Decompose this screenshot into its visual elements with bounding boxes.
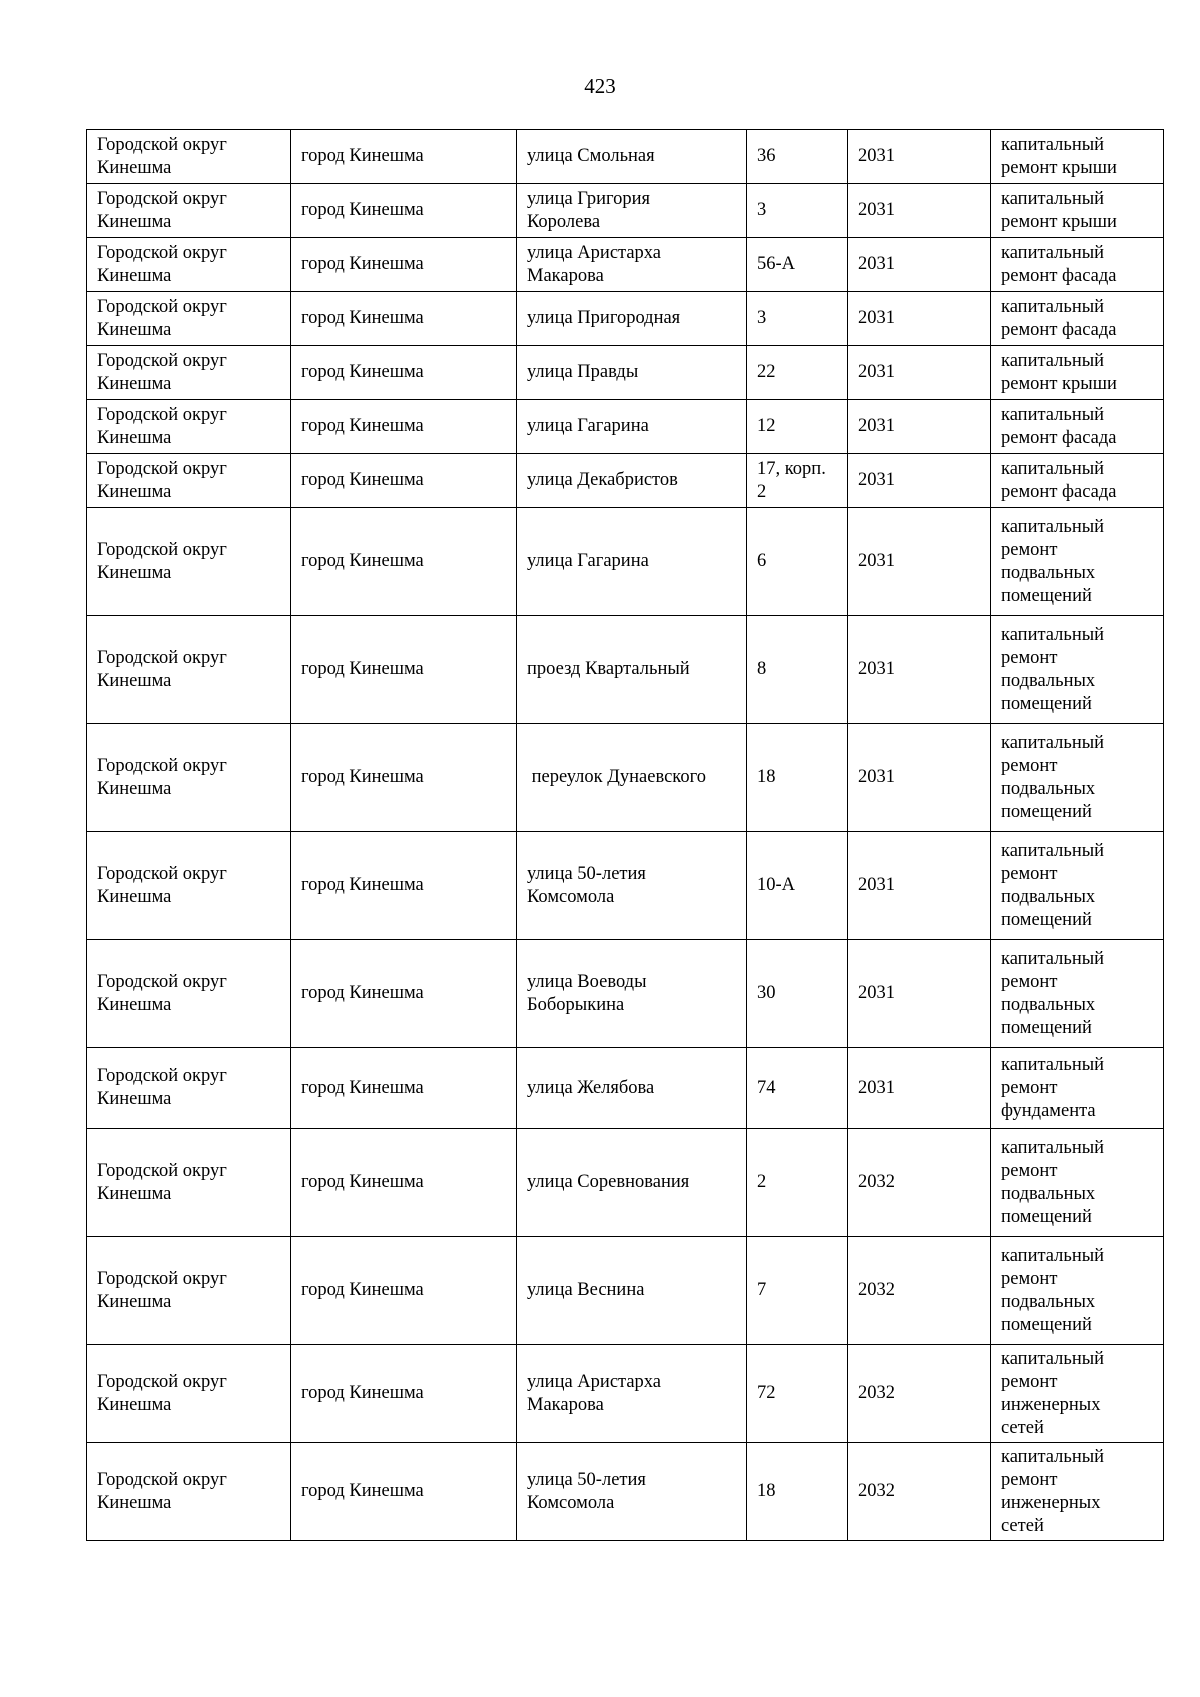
work-type-cell: капитальный ремонт фундамента xyxy=(991,1048,1164,1129)
house-cell: 6 xyxy=(747,508,848,616)
district-cell: Городской округ Кинешма xyxy=(87,1048,291,1129)
table-row xyxy=(87,184,1164,238)
year-cell: 2031 xyxy=(848,508,991,616)
district-cell: Городской округ Кинешма xyxy=(87,130,291,184)
city-cell: город Кинешма xyxy=(291,238,517,292)
table-row xyxy=(87,400,1164,454)
year-cell: 2031 xyxy=(848,454,991,508)
table-row xyxy=(87,346,1164,400)
year-cell: 2031 xyxy=(848,1048,991,1129)
district-cell: Городской округ Кинешма xyxy=(87,832,291,940)
table-row xyxy=(87,1048,1164,1129)
page-number: 423 xyxy=(584,74,616,98)
city-cell: город Кинешма xyxy=(291,1345,517,1443)
house-cell: 30 xyxy=(747,940,848,1048)
street-cell: улица Гагарина xyxy=(517,400,747,454)
house-cell: 3 xyxy=(747,184,848,238)
work-type-cell: капитальный ремонт подвальных помещений xyxy=(991,724,1164,832)
table-row xyxy=(87,1345,1164,1443)
city-cell: город Кинешма xyxy=(291,130,517,184)
year-cell: 2031 xyxy=(848,400,991,454)
year-cell: 2032 xyxy=(848,1443,991,1541)
house-cell: 10-А xyxy=(747,832,848,940)
house-cell: 2 xyxy=(747,1129,848,1237)
city-cell: город Кинешма xyxy=(291,832,517,940)
street-cell: переулок Дунаевского xyxy=(517,724,747,832)
table-row xyxy=(87,238,1164,292)
year-cell: 2031 xyxy=(848,238,991,292)
work-type-cell: капитальный ремонт подвальных помещений xyxy=(991,940,1164,1048)
work-type-cell: капитальный ремонт фасада xyxy=(991,292,1164,346)
house-cell: 3 xyxy=(747,292,848,346)
year-cell: 2031 xyxy=(848,940,991,1048)
house-cell: 56-А xyxy=(747,238,848,292)
district-cell: Городской округ Кинешма xyxy=(87,400,291,454)
year-cell: 2032 xyxy=(848,1237,991,1345)
year-cell: 2031 xyxy=(848,292,991,346)
house-cell: 36 xyxy=(747,130,848,184)
house-cell: 18 xyxy=(747,724,848,832)
year-cell: 2032 xyxy=(848,1129,991,1237)
street-cell: улица Воеводы Боборыкина xyxy=(517,940,747,1048)
year-cell: 2031 xyxy=(848,130,991,184)
repair-schedule-table xyxy=(86,129,1164,1541)
district-cell: Городской округ Кинешма xyxy=(87,508,291,616)
work-type-cell: капитальный ремонт подвальных помещений xyxy=(991,616,1164,724)
house-cell: 12 xyxy=(747,400,848,454)
work-type-cell: капитальный ремонт подвальных помещений xyxy=(991,1237,1164,1345)
work-type-cell: капитальный ремонт фасада xyxy=(991,238,1164,292)
street-cell: улица 50-летия Комсомола xyxy=(517,832,747,940)
city-cell: город Кинешма xyxy=(291,346,517,400)
city-cell: город Кинешма xyxy=(291,1129,517,1237)
house-cell: 17, корп. 2 xyxy=(747,454,848,508)
table-row xyxy=(87,1129,1164,1237)
work-type-cell: капитальный ремонт крыши xyxy=(991,346,1164,400)
district-cell: Городской округ Кинешма xyxy=(87,940,291,1048)
district-cell: Городской округ Кинешма xyxy=(87,1345,291,1443)
work-type-cell: капитальный ремонт подвальных помещений xyxy=(991,832,1164,940)
work-type-cell: капитальный ремонт инженерных сетей xyxy=(991,1345,1164,1443)
city-cell: город Кинешма xyxy=(291,454,517,508)
table-row xyxy=(87,940,1164,1048)
work-type-cell: капитальный ремонт инженерных сетей xyxy=(991,1443,1164,1541)
city-cell: город Кинешма xyxy=(291,1237,517,1345)
city-cell: город Кинешма xyxy=(291,508,517,616)
house-cell: 72 xyxy=(747,1345,848,1443)
table-row xyxy=(87,130,1164,184)
house-cell: 18 xyxy=(747,1443,848,1541)
work-type-cell: капитальный ремонт подвальных помещений xyxy=(991,508,1164,616)
district-cell: Городской округ Кинешма xyxy=(87,724,291,832)
table-row xyxy=(87,1443,1164,1541)
district-cell: Городской округ Кинешма xyxy=(87,184,291,238)
district-cell: Городской округ Кинешма xyxy=(87,238,291,292)
street-cell: улица Соревнования xyxy=(517,1129,747,1237)
year-cell: 2031 xyxy=(848,832,991,940)
table-row xyxy=(87,508,1164,616)
street-cell: улица Гагарина xyxy=(517,508,747,616)
work-type-cell: капитальный ремонт подвальных помещений xyxy=(991,1129,1164,1237)
district-cell: Городской округ Кинешма xyxy=(87,454,291,508)
street-cell: проезд Квартальный xyxy=(517,616,747,724)
city-cell: город Кинешма xyxy=(291,1443,517,1541)
street-cell: улица 50-летия Комсомола xyxy=(517,1443,747,1541)
table-row xyxy=(87,724,1164,832)
street-cell: улица Декабристов xyxy=(517,454,747,508)
table-row xyxy=(87,292,1164,346)
year-cell: 2031 xyxy=(848,184,991,238)
district-cell: Городской округ Кинешма xyxy=(87,616,291,724)
work-type-cell: капитальный ремонт фасада xyxy=(991,400,1164,454)
year-cell: 2031 xyxy=(848,616,991,724)
street-cell: улица Пригородная xyxy=(517,292,747,346)
year-cell: 2031 xyxy=(848,724,991,832)
city-cell: город Кинешма xyxy=(291,616,517,724)
work-type-cell: капитальный ремонт фасада xyxy=(991,454,1164,508)
house-cell: 74 xyxy=(747,1048,848,1129)
district-cell: Городской округ Кинешма xyxy=(87,1237,291,1345)
city-cell: город Кинешма xyxy=(291,292,517,346)
work-type-cell: капитальный ремонт крыши xyxy=(991,130,1164,184)
street-cell: улица Правды xyxy=(517,346,747,400)
district-cell: Городской округ Кинешма xyxy=(87,292,291,346)
house-cell: 7 xyxy=(747,1237,848,1345)
street-cell: улица Аристарха Макарова xyxy=(517,1345,747,1443)
year-cell: 2031 xyxy=(848,346,991,400)
city-cell: город Кинешма xyxy=(291,400,517,454)
table-row xyxy=(87,454,1164,508)
district-cell: Городской округ Кинешма xyxy=(87,1129,291,1237)
district-cell: Городской округ Кинешма xyxy=(87,346,291,400)
city-cell: город Кинешма xyxy=(291,940,517,1048)
table-row xyxy=(87,1237,1164,1345)
work-type-cell: капитальный ремонт крыши xyxy=(991,184,1164,238)
year-cell: 2032 xyxy=(848,1345,991,1443)
street-cell: улица Григория Королева xyxy=(517,184,747,238)
street-cell: улица Смольная xyxy=(517,130,747,184)
city-cell: город Кинешма xyxy=(291,724,517,832)
street-cell: улица Веснина xyxy=(517,1237,747,1345)
city-cell: город Кинешма xyxy=(291,1048,517,1129)
table-row xyxy=(87,832,1164,940)
street-cell: улица Желябова xyxy=(517,1048,747,1129)
district-cell: Городской округ Кинешма xyxy=(87,1443,291,1541)
house-cell: 8 xyxy=(747,616,848,724)
table-row xyxy=(87,616,1164,724)
street-cell: улица Аристарха Макарова xyxy=(517,238,747,292)
house-cell: 22 xyxy=(747,346,848,400)
city-cell: город Кинешма xyxy=(291,184,517,238)
